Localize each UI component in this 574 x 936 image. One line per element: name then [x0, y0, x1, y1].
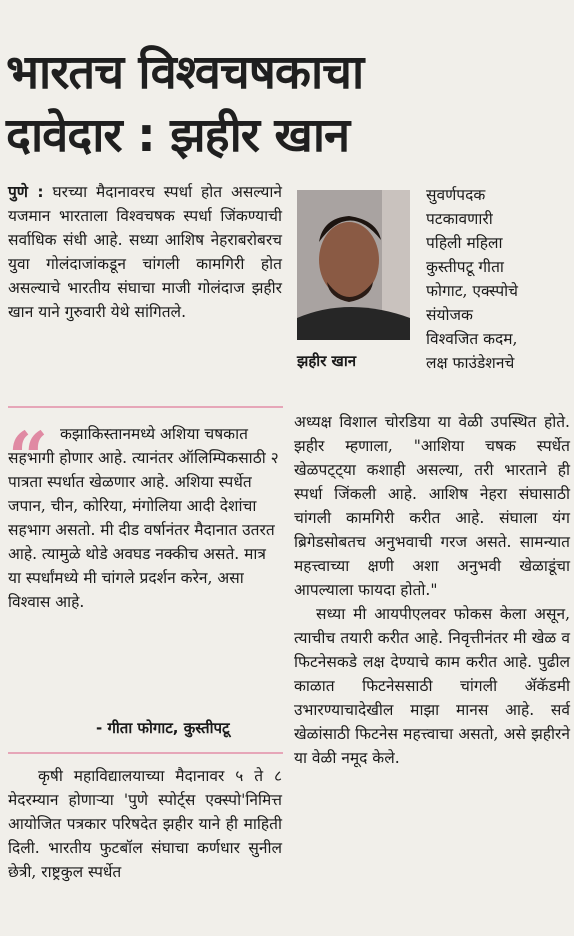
- right-top-line: विश्वजित कदम,: [426, 330, 518, 348]
- lead-paragraph: [8, 180, 282, 324]
- right-top-line: संयोजक: [426, 306, 473, 324]
- right-top-line: पहिली महिला: [426, 234, 503, 252]
- right-top-line: सुवर्णपदक: [426, 186, 486, 204]
- portrait-image: [297, 190, 410, 340]
- right-top-line: फोगाट, एक्स्पोचे: [426, 282, 518, 300]
- quote-bottom-rule: [8, 752, 283, 754]
- quote-attribution: - गीता फोगाट, कुस्तीपटू: [96, 719, 230, 737]
- photo-caption: झहीर खान: [297, 352, 357, 370]
- headline-line-2: दावेदार : झहीर खान: [6, 108, 350, 164]
- right-paragraph-1: अध्यक्ष विशाल चोरडिया या वेळी उपस्थित होते. झहीर म्हणाला, "आशिया चषक स्पर्धेत खेळपट्ट्या कशाही असल्या, तरी भारताने ही स्पर्धा जिंकली आहे. आशिष नेहरा संघासाठी चांगली कामगिरी करीत आहे. संघाला यंग ब्रिगेडसोबतच अनुभवाची गरज असते. सामन्यात महत्त्वाच्या क्षणी अशा अनुभवी खेळाडूंचा आपल्याला फायदा होतो.": [294, 413, 570, 599]
- right-top-line: पटकावणारी: [426, 210, 493, 228]
- headline-line-1: भारतच विश्वचषकाचा: [6, 45, 364, 101]
- pull-quote-text: कझाकिस्तानमध्ये अशिया चषकात सहभागी होणार आहे. त्यानंतर ऑलिम्पिकसाठी २ पात्रता स्पर्धात खेळणार आहे. अशिया स्पर्धेत जपान, चीन, कोरिया, मंगोलिया आदी देशांचा सहभाग असतो. मी दीड वर्षानंतर मैदानात उतरत आहे. त्यामुळे थोडे अवघड नक्कीच असते. मात्र या स्पर्धांमध्ये मी चांगले प्रदर्शन करेन, असा विश्वास आहे.: [8, 425, 279, 611]
- right-paragraph-2: सध्या मी आयपीएलवर फोकस केला असून, त्याचीच तयारी करीत आहे. निवृत्तीनंतर मी खेळ व फिटनेसकडे लक्ष देण्याचे काम करीत आहे. पुढील काळात फिटनेससाठी चांगली ॲकॅडमी उभारण्याचादेखील माझा मानस आहे. सर्व खेळांसाठी फिटनेस महत्त्वाचा असतो, असे झहीरने या वेळी नमूद केले.: [294, 605, 570, 767]
- dateline: पुणे :: [8, 183, 44, 201]
- right-column-body: [294, 410, 570, 770]
- right-column-top: [426, 183, 570, 375]
- right-top-line: कुस्तीपटू गीता: [426, 258, 504, 276]
- quote-mark-icon: “: [8, 416, 49, 499]
- article-headline: [6, 41, 568, 167]
- lead-text: घरच्या मैदानावरच स्पर्धा होत असल्याने यजमान भारताला विश्वचषक स्पर्धा जिंकण्याची सर्वाधिक संधी आहे. सध्या आशिष नेहराबरोबरच युवा गोलंदाजांकडून चांगली कामगिरी होत असल्याचे भारतीय संघाचा माजी गोलंदाज झहीर खान याने गुरुवारी येथे सांगितले.: [8, 183, 282, 321]
- zaheer-khan-photo: [297, 190, 410, 340]
- quote-top-rule: [8, 406, 283, 408]
- right-top-line: लक्ष फाउंडेशनचे: [426, 354, 515, 372]
- bottom-left-paragraph: कृषी महाविद्यालयाच्या मैदानावर ५ ते ८ मेदरम्यान होणाऱ्या 'पुणे स्पोर्ट्स एक्स्पो'निमित्त आयोजित पत्रकार परिषदेत झहीर याने ही माहिती दिली. भारतीय फुटबॉल संघाचा कर्णधार सुनील छेत्री, राष्ट्रकुल स्पर्धेत: [8, 767, 282, 881]
